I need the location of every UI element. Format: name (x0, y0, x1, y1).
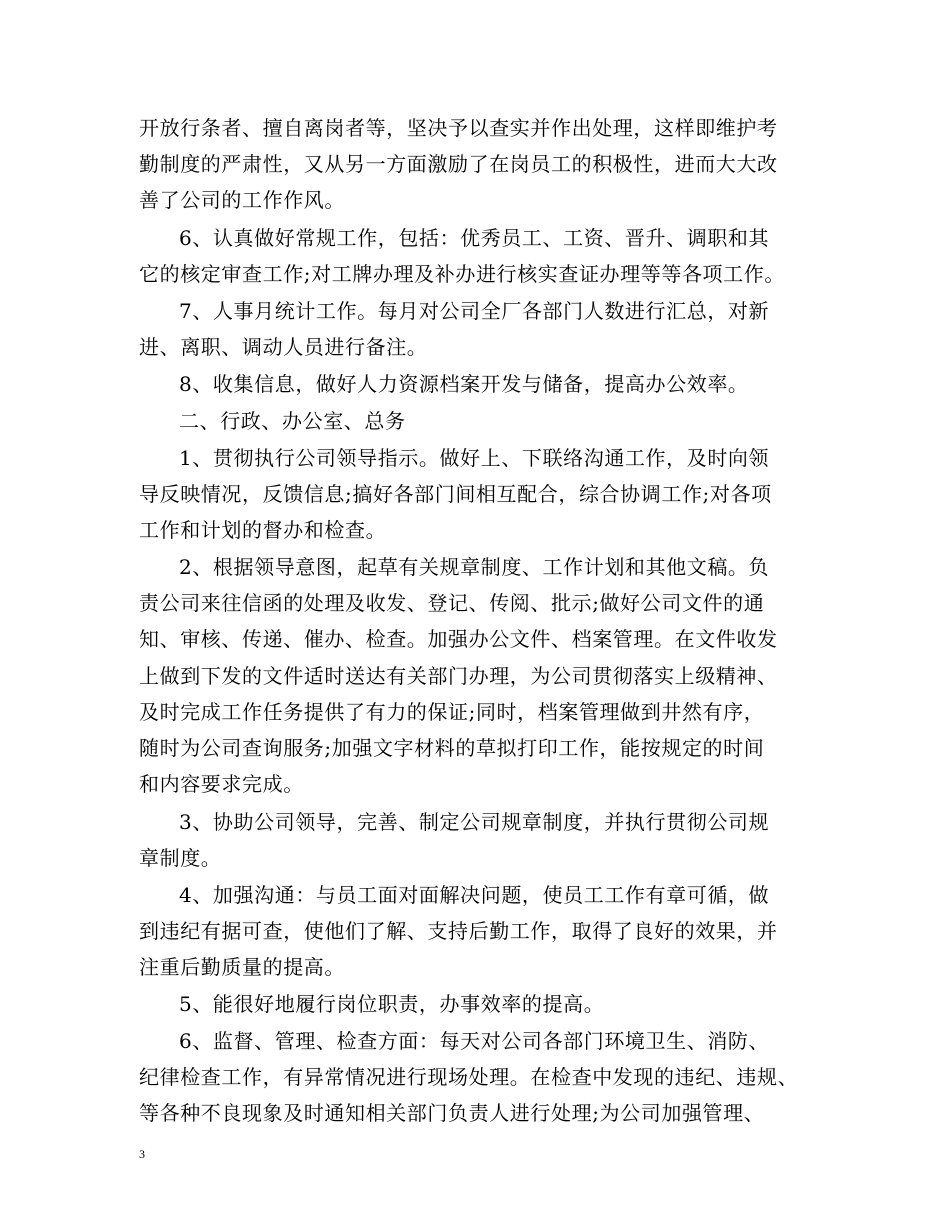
text-line: 进、离职、调动人员进行备注。 (139, 335, 428, 359)
text-line: 善了公司的工作作风。 (139, 188, 345, 212)
text-line: 及时完成工作任务提供了有力的保证;同时，档案管理做到井然有序， (139, 700, 765, 724)
text-line: 上做到下发的文件适时送达有关部门办理，为公司贯彻落实上级精神、 (139, 664, 778, 688)
text-line: 等各种不良现象及时通知相关部门负责人进行处理;为公司加强管理、 (139, 1101, 765, 1125)
text-line: 7、人事月统计工作。每月对公司全厂各部门人数进行汇总，对新 (179, 299, 770, 323)
text-line: 责公司来往信函的处理及收发、登记、传阅、批示;做好公司文件的通 (139, 591, 765, 615)
text-line: 和内容要求完成。 (139, 772, 304, 796)
text-line: 章制度。 (139, 846, 222, 870)
text-line: 开放行条者、擅自离岗者等，坚决予以查实并作出处理，这样即维护考 (139, 116, 778, 140)
text-line: 纪律检查工作，有异常情况进行现场处理。在检查中发现的违纪、违规、 (139, 1065, 799, 1089)
text-line: 4、加强沟通：与员工面对面解决问题，使员工工作有章可循，做 (179, 883, 770, 907)
text-line: 3、协助公司领导，完善、制定公司规章制度，并执行贯彻公司规 (179, 810, 770, 834)
text-line: 注重后勤质量的提高。 (139, 955, 345, 979)
text-line: 6、监督、管理、检查方面：每天对公司各部门环境卫生、消防、 (179, 1029, 770, 1053)
text-line: 到违纪有据可查，使他们了解、支持后勤工作，取得了良好的效果，并 (139, 919, 778, 943)
text-line: 1、贯彻执行公司领导指示。做好上、下联络沟通工作，及时向领 (179, 446, 770, 470)
text-line: 知、审核、传递、催办、检查。加强办公文件、档案管理。在文件收发 (139, 627, 778, 651)
text-line: 工作和计划的督办和检查。 (139, 518, 387, 542)
text-line: 它的核定审查工作;对工牌办理及补办进行核实查证办理等等各项工作。 (139, 262, 785, 286)
text-line: 随时为公司查询服务;加强文字材料的草拟打印工作，能按规定的时间 (139, 736, 765, 760)
section-heading: 二、行政、办公室、总务 (179, 409, 406, 433)
text-line: 8、收集信息，做好人力资源档案开发与储备，提高办公效率。 (179, 372, 749, 396)
text-line: 6、认真做好常规工作，包括：优秀员工、工资、晋升、调职和其 (179, 226, 770, 250)
text-line: 5、能很好地履行岗位职责，办事效率的提高。 (179, 992, 605, 1016)
page-number: 3 (139, 1147, 145, 1161)
text-line: 导反映情况，反馈信息;搞好各部门间相互配合，综合协调工作;对各项 (139, 482, 772, 506)
text-line: 2、根据领导意图，起草有关规章制度、工作计划和其他文稿。负 (179, 555, 770, 579)
text-line: 勤制度的严肃性，又从另一方面激励了在岗员工的积极性，进而大大改 (139, 152, 778, 176)
